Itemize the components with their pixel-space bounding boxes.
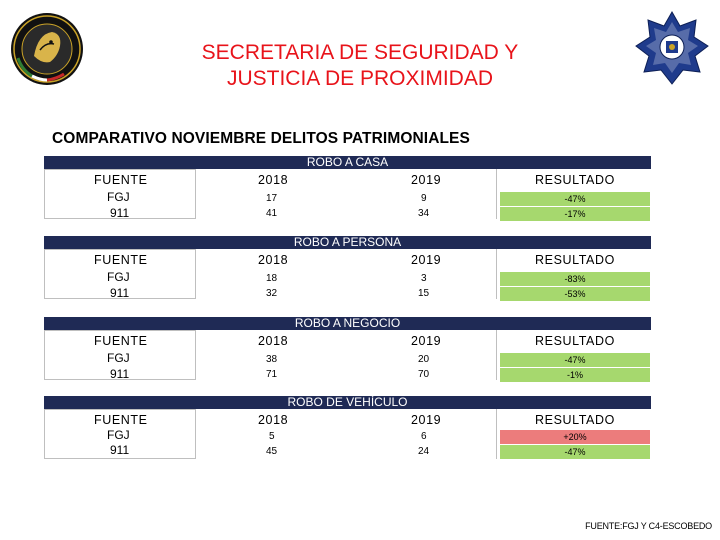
resultado-header: RESULTADO — [535, 413, 615, 427]
row-source: 911 — [110, 443, 130, 457]
result-badge: -47% — [500, 353, 650, 367]
police-star-badge — [634, 10, 710, 86]
table-title: ROBO A CASA — [306, 155, 389, 169]
result-badge: -47% — [500, 192, 650, 206]
year-2019-header: 2019 — [411, 413, 442, 427]
page-title-line1: SECRETARIA DE SEGURIDAD Y — [201, 41, 519, 64]
year-2019-header: 2019 — [411, 173, 442, 187]
result-badge: -17% — [500, 207, 650, 221]
row-source: FGJ — [107, 190, 130, 204]
value-2018: 17 — [266, 193, 278, 204]
result-badge: -83% — [500, 272, 650, 286]
value-2019: 9 — [421, 193, 427, 204]
fuente-header: FUENTE — [94, 173, 148, 187]
result-badge: +20% — [500, 430, 650, 444]
value-2019: 3 — [421, 273, 427, 284]
values-area — [196, 330, 496, 380]
row-source: 911 — [110, 367, 130, 381]
row-source: FGJ — [107, 428, 130, 442]
value-2018: 41 — [266, 208, 278, 219]
values-area — [196, 409, 496, 459]
table-robo-persona — [44, 236, 651, 299]
row-source: FGJ — [107, 270, 130, 284]
values-area — [196, 169, 496, 219]
fuente-header: FUENTE — [94, 334, 148, 348]
report-subtitle: COMPARATIVO NOVIEMBRE DELITOS PATRIMONIALES — [52, 130, 470, 147]
source-note: FUENTE:FGJ Y C4-ESCOBEDO — [585, 521, 712, 531]
value-2018: 71 — [266, 369, 278, 380]
table-title: ROBO DE VEHÍCULO — [287, 395, 408, 409]
value-2018: 5 — [269, 431, 275, 442]
year-2018-header: 2018 — [258, 334, 289, 348]
result-badge: -53% — [500, 287, 650, 301]
fuente-header: FUENTE — [94, 253, 148, 267]
row-source: FGJ — [107, 351, 130, 365]
year-2018-header: 2018 — [258, 173, 289, 187]
resultado-header: RESULTADO — [535, 173, 615, 187]
value-2019: 6 — [421, 431, 427, 442]
value-2019: 20 — [418, 354, 430, 365]
year-2019-header: 2019 — [411, 253, 442, 267]
result-badge: -1% — [500, 368, 650, 382]
values-area — [196, 249, 496, 299]
fuente-header: FUENTE — [94, 413, 148, 427]
result-badge: -47% — [500, 445, 650, 459]
value-2019: 15 — [418, 288, 430, 299]
row-source: 911 — [110, 206, 130, 220]
value-2018: 32 — [266, 288, 278, 299]
table-title: ROBO A PERSONA — [293, 235, 402, 249]
table-robo-negocio — [44, 317, 651, 380]
table-robo-casa — [44, 156, 651, 219]
year-2018-header: 2018 — [258, 413, 289, 427]
row-source: 911 — [110, 286, 130, 300]
value-2018: 45 — [266, 446, 278, 457]
resultado-header: RESULTADO — [535, 334, 615, 348]
resultado-header: RESULTADO — [535, 253, 615, 267]
table-robo-vehiculo — [44, 396, 651, 459]
value-2018: 38 — [266, 354, 278, 365]
value-2018: 18 — [266, 273, 278, 284]
value-2019: 34 — [418, 208, 430, 219]
value-2019: 24 — [418, 446, 430, 457]
year-2019-header: 2019 — [411, 334, 442, 348]
table-title: ROBO A NEGOCIO — [294, 316, 401, 330]
value-2019: 70 — [418, 369, 430, 380]
year-2018-header: 2018 — [258, 253, 289, 267]
page-title-line2: JUSTICIA DE PROXIMIDAD — [226, 67, 494, 90]
lion-seal-logo — [10, 12, 84, 86]
